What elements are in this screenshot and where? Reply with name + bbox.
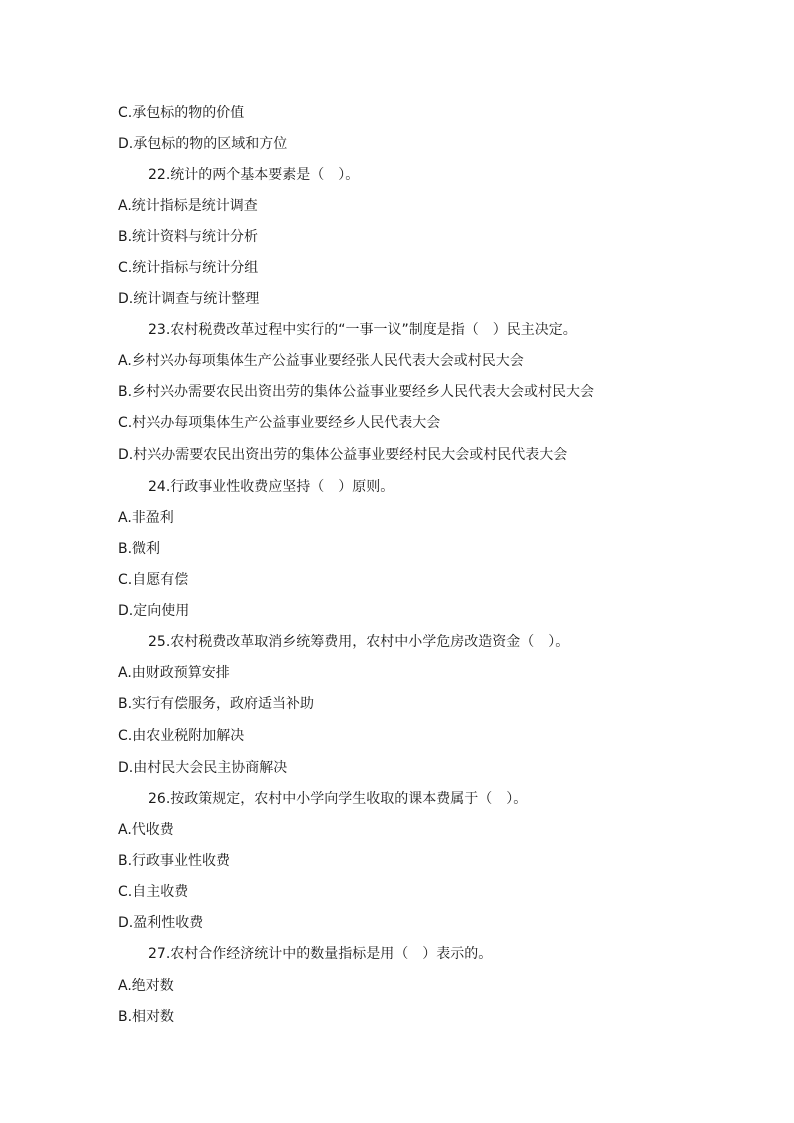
question-line: 24.行政事业性收费应坚持（ ）原则。	[148, 479, 395, 495]
option-line: D.村兴办需要农民出资出劳的集体公益事业要经村民大会或村民代表大会	[118, 447, 568, 463]
option-line: B.行政事业性收费	[118, 853, 231, 869]
option-line: A.统计指标是统计调查	[118, 198, 258, 214]
option-line: A.绝对数	[118, 978, 174, 994]
question-line: 25.农村税费改革取消乡统筹费用，农村中小学危房改造资金（ ）。	[148, 634, 570, 650]
option-line: D.盈利性收费	[118, 915, 204, 931]
option-line: B.实行有偿服务，政府适当补助	[118, 696, 315, 712]
question-line: 22.统计的两个基本要素是（ ）。	[148, 167, 360, 183]
option-line: D.承包标的物的区域和方位	[118, 136, 288, 152]
option-line: D.定向使用	[118, 603, 190, 619]
question-line: 26.按政策规定，农村中小学向学生收取的课本费属于（ ）。	[148, 791, 528, 807]
option-line: D.由村民大会民主协商解决	[118, 760, 288, 776]
option-line: C.自愿有偿	[118, 572, 189, 588]
question-line: 27.农村合作经济统计中的数量指标是用（ ）表示的。	[148, 946, 493, 962]
option-line: A.乡村兴办每项集体生产公益事业要经张人民代表大会或村民大会	[118, 353, 524, 369]
option-line: B.乡村兴办需要农民出资出劳的集体公益事业要经乡人民代表大会或村民大会	[118, 384, 595, 400]
option-line: C.由农业税附加解决	[118, 728, 245, 744]
option-line: C.承包标的物的价值	[118, 105, 245, 121]
option-line: A.由财政预算安排	[118, 665, 230, 681]
option-line: B.统计资料与统计分析	[118, 229, 259, 245]
option-line: A.代收费	[118, 822, 174, 838]
option-line: B.相对数	[118, 1009, 175, 1025]
option-line: B.微利	[118, 541, 161, 557]
option-line: C.村兴办每项集体生产公益事业要经乡人民代表大会	[118, 415, 441, 431]
option-line: D.统计调查与统计整理	[118, 291, 260, 307]
option-line: C.统计指标与统计分组	[118, 260, 259, 276]
option-line: A.非盈利	[118, 510, 174, 526]
question-line: 23.农村税费改革过程中实行的“一事一议”制度是指（ ）民主决定。	[148, 322, 577, 338]
option-line: C.自主收费	[118, 884, 189, 900]
